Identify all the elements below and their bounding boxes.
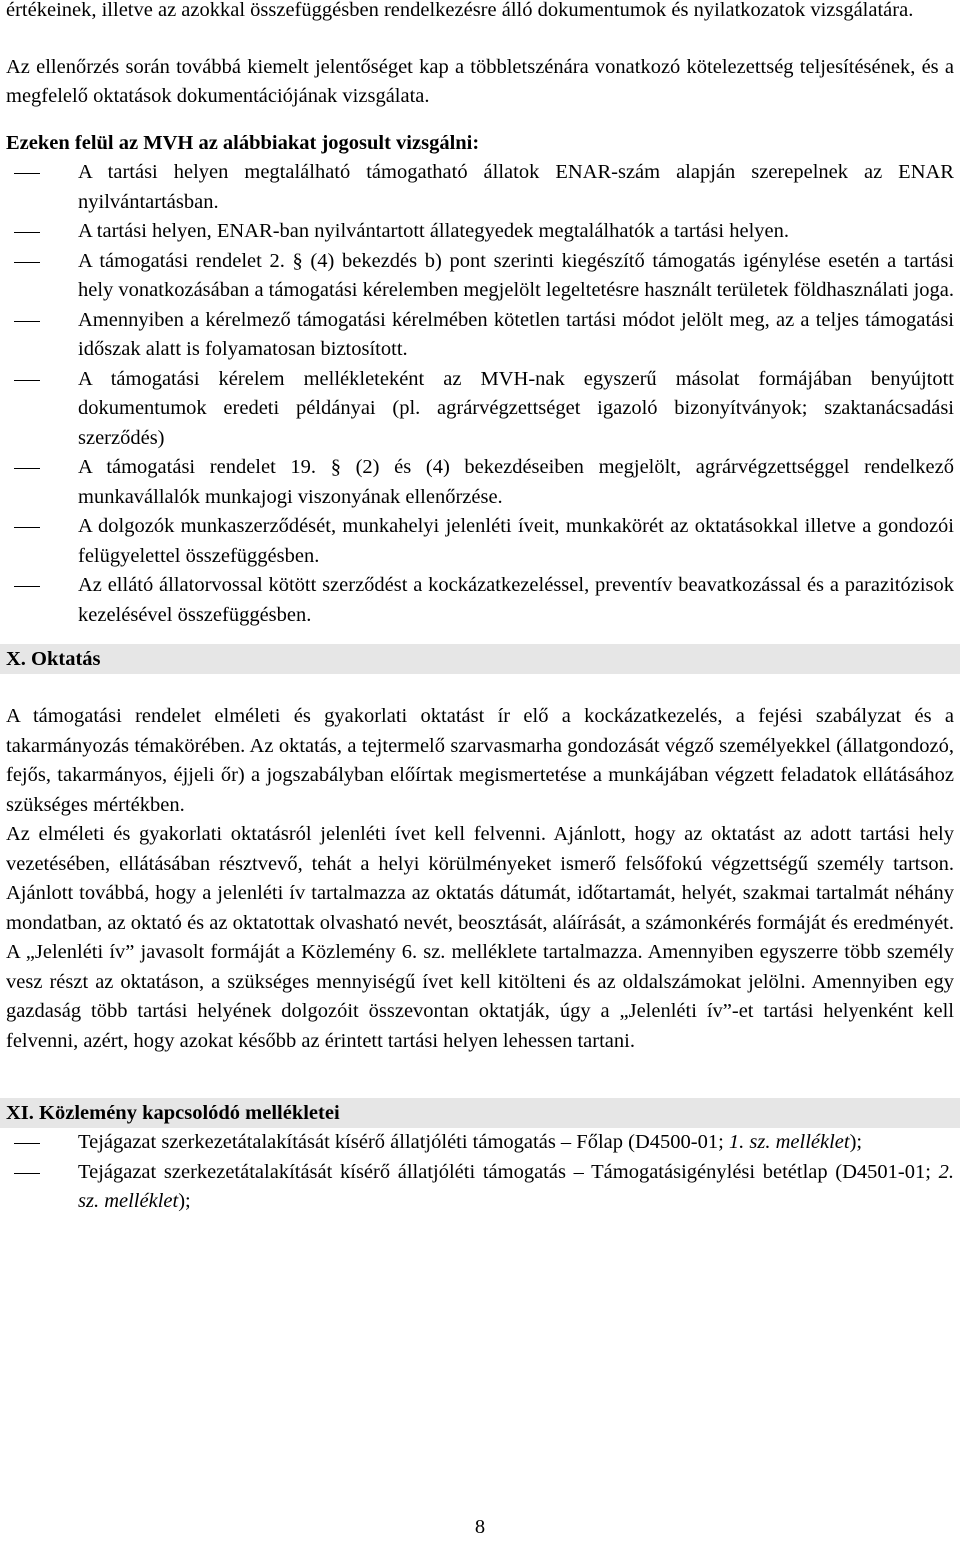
dash-bullet-icon xyxy=(14,380,40,381)
list-item: A tartási helyen megtalálható támogatható állatok ENAR-szám alapján szerepelnek az ENAR nyilvántartásban. xyxy=(6,158,954,217)
list-item: Az ellátó állatorvossal kötött szerződést a kockázatkezeléssel, preventív beavatkozással és a parazitózisok kezelésével összefüggésben. xyxy=(6,571,954,630)
mvh-intro-heading: Ezeken felül az MVH az alábbiakat jogosult vizsgálni: xyxy=(6,131,480,154)
list-item: Tejágazat szerkezetátalakítását kísérő állatjóléti támogatás – Főlap (D4500-01; 1. sz. melléklet); xyxy=(6,1128,954,1158)
list-item: A támogatási rendelet 2. § (4) bekezdés b) pont szerinti kiegészítő támogatás igénylése esetén a tartási hely vonatkozásában a támogatási kérelemben megjelölt legeltetésre használt területek földhasználati joga. xyxy=(6,247,954,306)
section-heading-education: X. Oktatás xyxy=(0,644,960,674)
dash-bullet-icon xyxy=(14,1143,40,1144)
annex-list xyxy=(6,1128,954,1217)
annex-reference: 1. sz. melléklet xyxy=(728,1131,850,1153)
document-page xyxy=(6,0,954,1217)
list-item: A dolgozók munkaszerződését, munkahelyi jelenléti íveit, munkakörét az oktatásokkal illetve a gondozói felügyelettel összefüggésben. xyxy=(6,512,954,571)
dash-bullet-icon xyxy=(14,321,40,322)
paragraph-education-1: A támogatási rendelet elméleti és gyakorlati oktatást ír elő a kockázatkezelés, a fejési szabályzat és a takarmányozás témakörében. Az oktatás, a tejtermelő szarvasmarha gondozását végző személyekkel (állatgondozó, fejős, takarmányos, éjjeli őr) a jogszabályban előírtak megismertetése a munkájában végzett feladatok ellátásához szükséges mértékben. xyxy=(6,705,954,816)
page-number: 8 xyxy=(474,1516,486,1538)
list-item: A tartási helyen, ENAR-ban nyilvántartott állategyedek megtalálhatók a tartási helyen. xyxy=(6,217,954,247)
paragraph-inspection: Az ellenőrzés során továbbá kiemelt jelentőséget kap a többletszénára vonatkozó kötelezettség teljesítésének, és a megfelelő oktatások dokumentációjának vizsgálata. xyxy=(6,55,954,107)
annex-reference: 2. sz. melléklet xyxy=(78,1160,954,1212)
dash-bullet-icon xyxy=(14,173,40,174)
dash-bullet-icon xyxy=(14,586,40,587)
list-item: A támogatási rendelet 19. § (2) és (4) bekezdéseiben megjelölt, agrárvégzettséggel rendelkező munkavállalók munkajogi viszonyának ellenőrzése. xyxy=(6,453,954,512)
dash-bullet-icon xyxy=(14,232,40,233)
section-heading-annexes: XI. Közlemény kapcsolódó mellékletei xyxy=(0,1098,960,1128)
dash-bullet-icon xyxy=(14,1173,40,1174)
list-item: Tejágazat szerkezetátalakítását kísérő állatjóléti támogatás – Támogatásigénylési betétlap (D4501-01; 2. sz. melléklet); xyxy=(6,1158,954,1217)
dash-bullet-icon xyxy=(14,262,40,263)
mvh-checklist xyxy=(6,158,954,630)
list-item: Amennyiben a kérelmező támogatási kérelmében kötetlen tartási módot jelölt meg, az a teljes támogatási időszak alatt is folyamatosan biztosított. xyxy=(6,306,954,365)
dash-bullet-icon xyxy=(14,468,40,469)
list-item: A támogatási kérelem mellékleteként az MVH-nak egyszerű másolat formájában benyújtott dokumentumok eredeti példányai (pl. agrárvégzettséget igazoló bizonyítványok; szaktanácsadási szerződés) xyxy=(6,365,954,454)
dash-bullet-icon xyxy=(14,527,40,528)
paragraph-education-2: Az elméleti és gyakorlati oktatásról jelenléti ívet kell felvenni. Ajánlott, hogy az oktatást az adott tartási hely vezetésében, ellátásában résztvevő, tehát a helyi körülményeket ismerő felsőfokú végzettségű személy tartson. Ajánlott továbbá, hogy a jelenléti ív tartalmazza az oktatás dátumát, időtartamát, helyét, szakmai tartalmát néhány mondatban, az oktató és az oktatottak olvasható nevét, beosztását, aláírását, a számonkérés formáját és eredményét. A „Jelenléti ív” javasolt formáját a Közlemény 6. sz. melléklete tartalmazza. Amennyiben egyszerre több személy vesz részt az oktatáson, a szükséges mennyiségű ívet kell kitölteni és az oldalszámokat jelölni. Amennyiben egy gazdaság több tartási helyének dolgozóit összevontan oktatják, úgy a „Jelenléti ív”-et tartási helyenként kell felvenni, azért, hogy azokat később az érintett tartási helyen lehessen tartani. xyxy=(6,823,954,1052)
paragraph-tail: értékeinek, illetve az azokkal összefüggésben rendelkezésre álló dokumentumok és nyilatkozatok vizsgálatára. xyxy=(6,0,914,21)
